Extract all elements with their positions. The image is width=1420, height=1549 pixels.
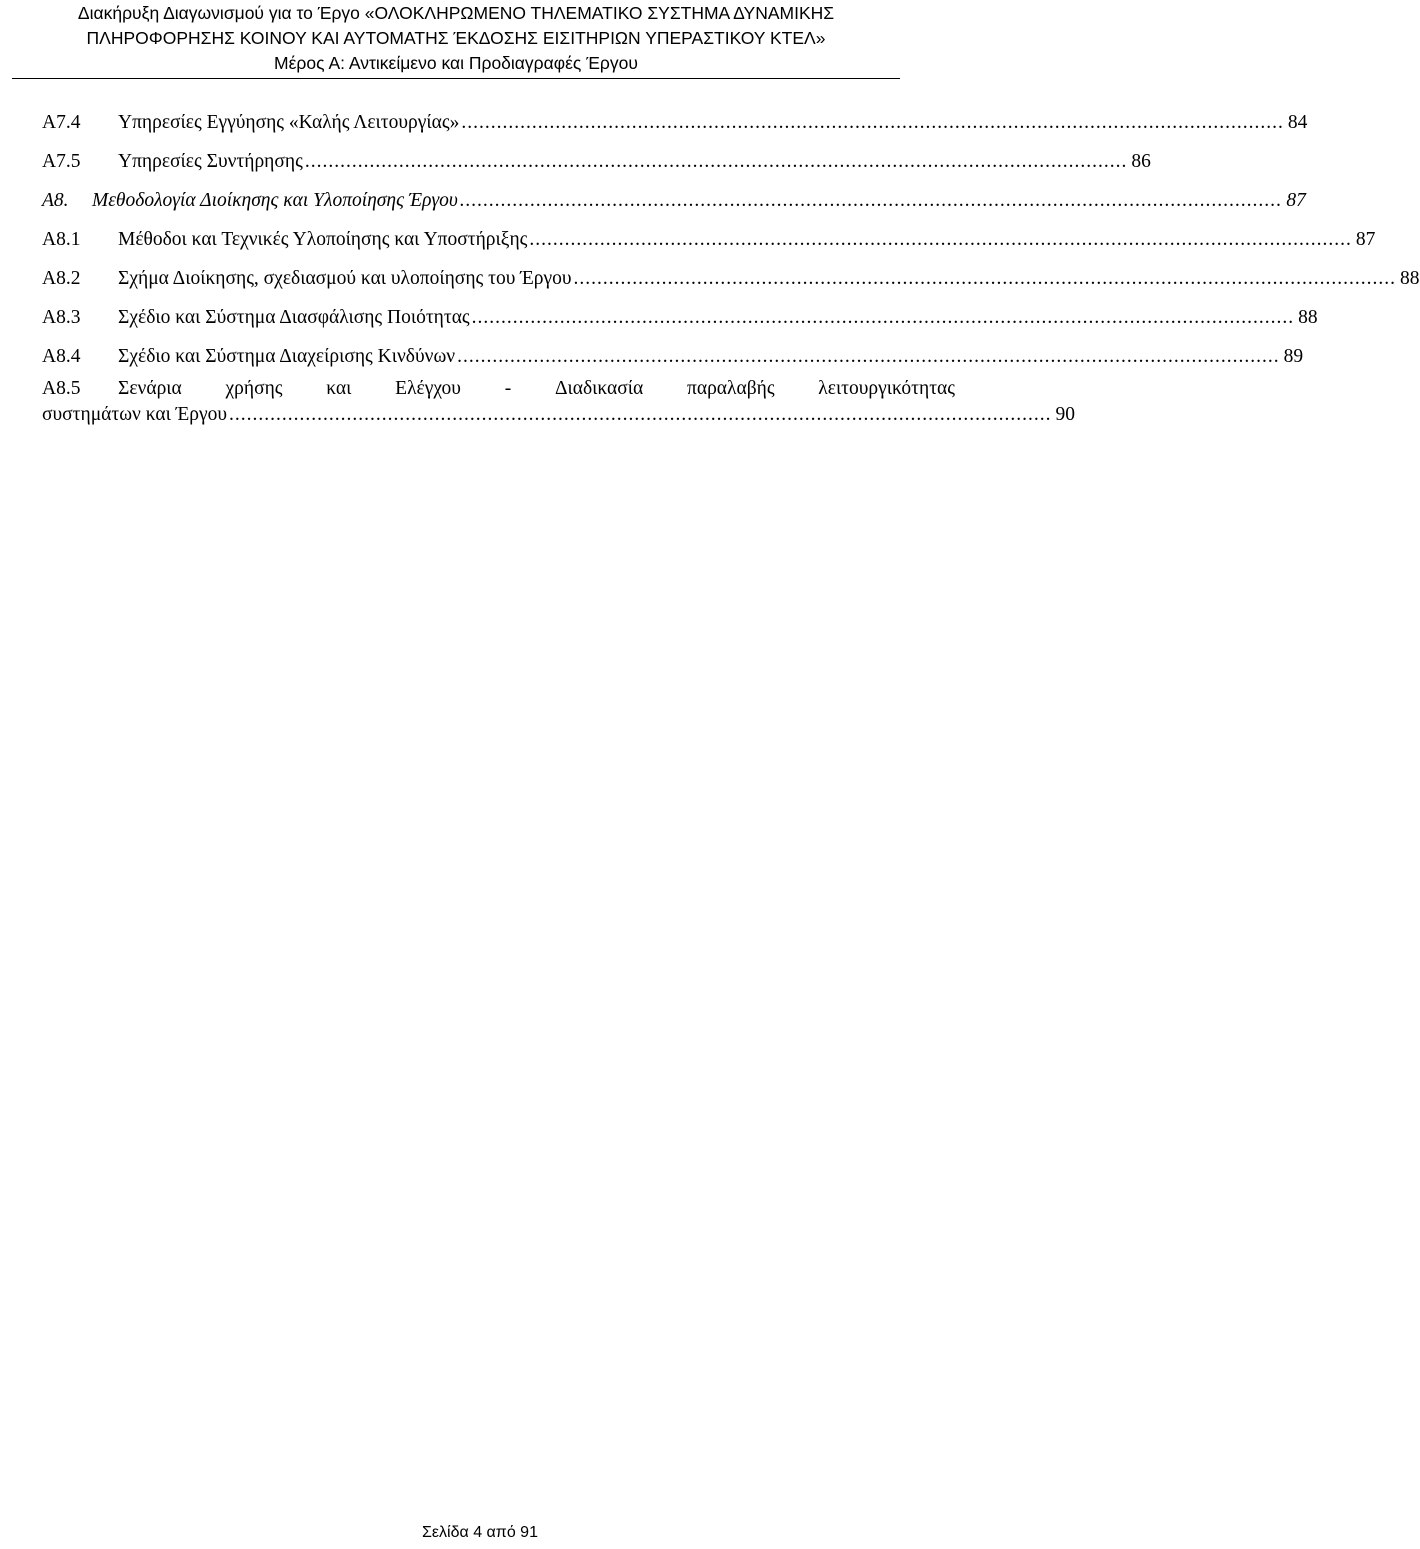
toc-page: 86 (1131, 151, 1151, 172)
toc-title-word: Ελέγχου (395, 378, 461, 399)
toc-leader: ............................................................................................................................................ (304, 151, 1128, 172)
toc-title: Σχέδιο και Σύστημα Διαχείρισης Κινδύνων (118, 346, 456, 367)
toc-title: Μεθοδολογία Διοίκησης και Υλοποίησης Έργου (92, 190, 458, 211)
toc-page: 88 (1298, 307, 1318, 328)
toc-number: Α8.3 (42, 307, 81, 328)
toc-page: 90 (1055, 404, 1076, 425)
toc-number: Α8.1 (42, 229, 81, 250)
toc-title-word: - (504, 378, 512, 399)
toc-number: Α7.5 (42, 151, 81, 172)
toc-title: Σχήμα Διοίκησης, σχεδιασμού και υλοποίησης του Έργου (118, 268, 572, 289)
toc-title-word: χρήσης (225, 378, 283, 399)
toc-title: Υπηρεσίες Συντήρησης (118, 151, 303, 172)
toc-leader: ............................................................................................................................................ (457, 346, 1280, 367)
toc-title-word: παραλαβής (687, 378, 775, 399)
toc-number: Α7.4 (42, 112, 81, 133)
toc-page: 88 (1400, 268, 1420, 289)
table-of-contents (42, 103, 1420, 428)
toc-title-line-2: συστημάτων και Έργου (42, 404, 228, 425)
toc-title (118, 376, 955, 402)
toc-title-word: Διαδικασία (554, 378, 644, 399)
header-line-2: ΠΛΗΡΟΦΟΡΗΣΗΣ ΚΟΙΝΟΥ ΚΑΙ ΑΥΤΟΜΑΤΗΣ ΈΚΔΟΣΗΣ ΕΙΣΙΤΗΡΙΩΝ ΥΠΕΡΑΣΤΙΚΟΥ ΚΤΕΛ» (86, 28, 826, 48)
toc-entry[interactable] (42, 337, 1304, 376)
page-number-footer: Σελίδα 4 από 91 (422, 1524, 538, 1541)
toc-leader: ............................................................................................................................................ (229, 404, 1052, 425)
toc-entry[interactable] (42, 298, 1318, 337)
toc-entry[interactable] (42, 376, 1076, 428)
toc-title: Υπηρεσίες Εγγύησης «Καλής Λειτουργίας» (118, 112, 460, 133)
toc-entry[interactable] (42, 220, 1376, 259)
toc-entry[interactable] (42, 103, 1308, 142)
toc-page: 87 (1355, 229, 1376, 250)
toc-leader: ............................................................................................................................................ (471, 307, 1295, 328)
toc-page: 89 (1283, 346, 1304, 367)
toc-entry[interactable] (42, 181, 1306, 220)
toc-leader: ............................................................................................................................................ (459, 190, 1283, 211)
toc-title: Μέθοδοι και Τεχνικές Υλοποίησης και Υποστήριξης (118, 229, 528, 250)
toc-page: 87 (1286, 190, 1306, 211)
page-header (12, 0, 900, 79)
toc-entry[interactable] (42, 142, 1151, 181)
toc-title-word: και (326, 378, 352, 399)
toc-leader: ............................................................................................................................................ (573, 268, 1397, 289)
toc-page: 84 (1287, 112, 1308, 133)
toc-leader: ............................................................................................................................................ (461, 112, 1284, 133)
toc-leader: ............................................................................................................................................ (529, 229, 1352, 250)
toc-title: Σχέδιο και Σύστημα Διασφάλισης Ποιότητας (118, 307, 470, 328)
toc-number: Α8.2 (42, 268, 81, 289)
toc-title-word: λειτουργικότητας (818, 378, 955, 399)
toc-number: Α8.5 (42, 378, 81, 399)
toc-number: Α8.4 (42, 346, 81, 367)
toc-entry[interactable] (42, 259, 1420, 298)
header-line-3: Μέρος Α: Αντικείμενο και Προδιαγραφές Έργου (274, 53, 638, 73)
toc-number: Α8. (42, 190, 69, 211)
toc-title-word: Σενάρια (118, 378, 182, 399)
header-line-1: Διακήρυξη Διαγωνισμού για το Έργο «ΟΛΟΚΛΗΡΩΜΕΝΟ ΤΗΛΕΜΑΤΙΚΟ ΣΥΣΤΗΜΑ ΔΥΝΑΜΙΚΗΣ (77, 3, 835, 23)
